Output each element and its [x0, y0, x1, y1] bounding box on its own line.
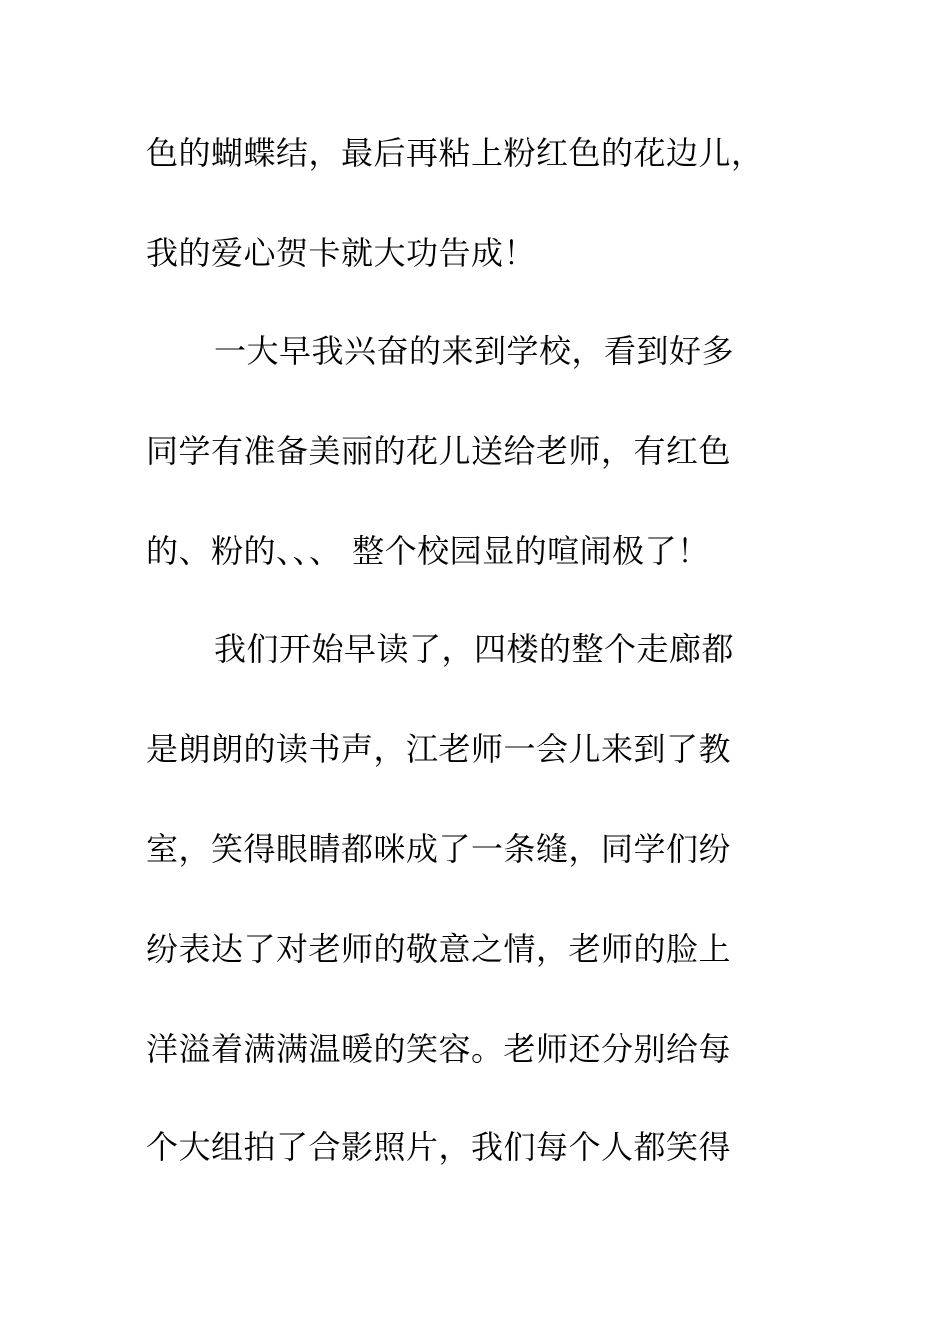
text-line: 是朗朗的读书声，江老师一会儿来到了教: [146, 730, 732, 768]
text-line: 的、粉的、、、 整个校园显的喧闹极了！: [146, 532, 710, 570]
text-line: 洋溢着满满温暖的笑容。老师还分别给每: [146, 1030, 732, 1068]
text-line: 同学有准备美丽的花儿送给老师，有红色: [146, 432, 732, 470]
text-line: 个大组拍了合影照片，我们每个人都笑得: [146, 1128, 732, 1166]
paragraph-start-line: 我们开始早读了，四楼的整个走廊都: [214, 630, 735, 668]
paragraph-start-line: 一大早我兴奋的来到学校，看到好多: [214, 332, 735, 370]
text-line: 纷表达了对老师的敬意之情，老师的脸上: [146, 930, 732, 968]
text-line: 我的爱心贺卡就大功告成！: [146, 234, 537, 272]
text-line: 室，笑得眼睛都咪成了一条缝，同学们纷: [146, 830, 732, 868]
text-line: 色的蝴蝶结，最后再粘上粉红色的花边儿，: [146, 134, 764, 172]
